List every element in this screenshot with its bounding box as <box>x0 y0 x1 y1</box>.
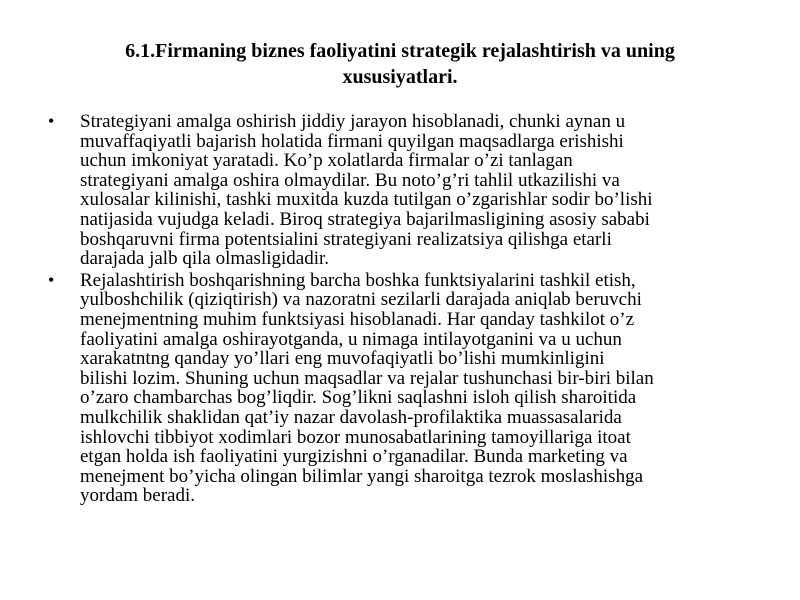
paragraph-line: muvaffaqiyatli bajarish holatida firmani quyilgan maqsadlarga erishishi <box>80 130 624 152</box>
paragraph-line: etgan holda ish faoliyatini yurgizishni o’rganadilar. Bunda marketing va <box>80 446 628 468</box>
paragraph-line: strategiyani amalga oshira olmaydilar. Bu noto’g’ri tahlil utkazilishi va <box>80 169 620 191</box>
bullet-dot-icon: • <box>48 111 55 131</box>
paragraph-line: bilishi lozim. Shuning uchun maqsadlar va rejalar tushunchasi bir-biri bilan <box>80 367 654 389</box>
paragraph-line: yulboshchilik (qiziqtirish) va nazoratni sezilarli darajada aniqlab beruvchi <box>80 289 642 311</box>
paragraph-line: natijasida vujudga keladi. Biroq strategiya bajarilmasligining asosiy sababi <box>80 208 650 230</box>
paragraph-line: mulkchilik shaklidan qat’iy nazar davolash-profilaktika muassasalarida <box>80 406 622 428</box>
paragraph-line: uchun imkoniyat yaratadi. Ko’p xolatlarda firmalar o’zi tanlagan <box>80 150 573 172</box>
bullet-list <box>40 112 760 508</box>
paragraph-line: yordam beradi. <box>80 485 196 507</box>
bullet-dot-icon: • <box>48 269 55 290</box>
paragraph-line: Strategiyani amalga oshirish jiddiy jarayon hisoblanadi, chunki aynan u <box>80 111 626 132</box>
paragraph-line: menejment bo’yicha olingan bilimlar yangi sharoitga tezrok moslashishga <box>80 465 643 487</box>
bullet-item-strategy <box>40 112 760 269</box>
title-line-2: xususiyatlari. <box>342 66 458 88</box>
slide-title <box>60 38 740 90</box>
paragraph-line: ishlovchi tibbiyot xodimlari bozor munosabatlarining tamoyillariga itoat <box>80 426 631 448</box>
paragraph-line: boshqaruvni firma potentsialini strategiyani realizatsiya qilishga etarli <box>80 228 612 250</box>
paragraph-line: xulosalar kilinishi, tashki muxitda kuzda tutilgan o’zgarishlar sodir bo’lishi <box>80 189 653 211</box>
paragraph-line: faoliyatini amalga oshirayotganda, u nimaga intilayotganini va u uchun <box>80 328 622 350</box>
paragraph-line: o’zaro chambarchas bog’liqdir. Sog’likni saqlashni isloh qilish sharoitida <box>80 387 637 409</box>
paragraph-line: Rejalashtirish boshqarishning barcha boshka funktsiyalarini tashkil etish, <box>80 269 636 291</box>
paragraph-line: menejmentning muhim funktsiyasi hisoblanadi. Har qanday tashkilot o’z <box>80 308 635 330</box>
paragraph-line: darajada jalb qila olmasligidadir. <box>80 248 330 270</box>
title-line-1: 6.1.Firmaning biznes faoliyatini strategik rejalashtirish va uning <box>125 40 675 62</box>
bullet-item-planning <box>40 271 760 506</box>
paragraph-line: xarakatntng qanday yo’llari eng muvofaqiyatli bo’lishi mumkinligini <box>80 348 605 370</box>
